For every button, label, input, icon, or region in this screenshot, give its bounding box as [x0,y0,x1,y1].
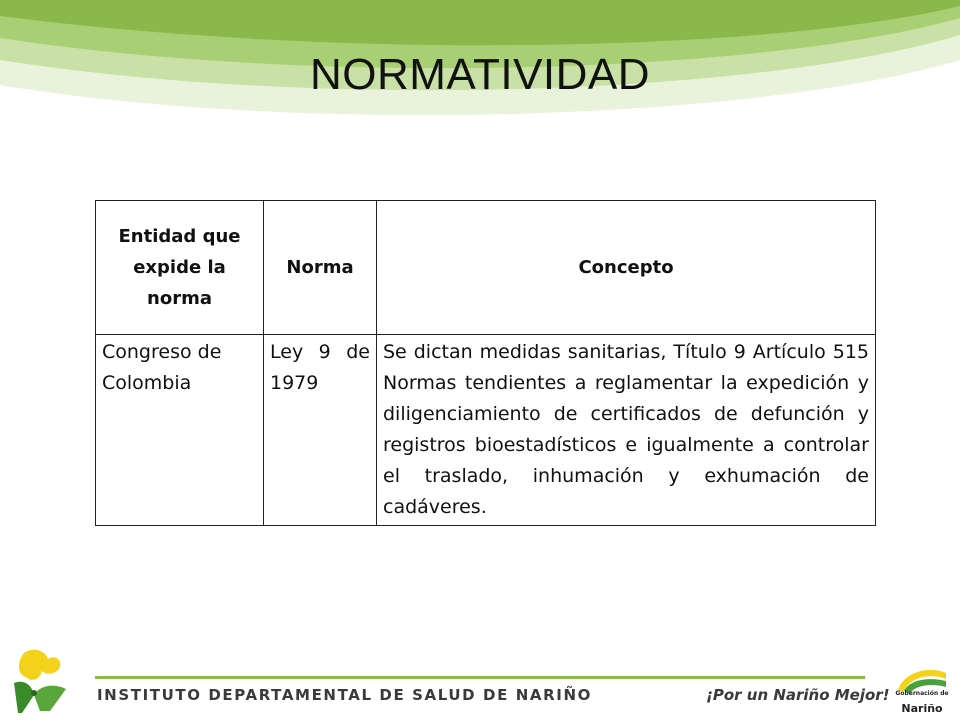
footer-motto: ¡Por un Nariño Mejor! [706,686,890,704]
page-title: NORMATIVIDAD [309,50,651,99]
footer-divider [95,676,865,679]
cell-norma: Ley 9 de 1979 [264,335,377,526]
table-header-row [96,201,876,335]
cell-entidad: Congreso de Colombia [96,335,264,526]
header-norma: Norma [264,201,377,335]
header-entidad: Entidad que expide la norma [96,201,264,335]
normativity-table [95,200,876,526]
gobernacion-label: Gobernación de [895,690,949,697]
table-row [96,335,876,526]
institute-logo-icon [10,645,70,715]
cell-concepto: Se dictan medidas sanitarias, Título 9 Artículo 515 Normas tendientes a reglamentar la expedición y diligenciamiento de certificados de defunción y registros bioestadísticos e igualmente a controlar el traslado, inhumación y exhumación de cadáveres. [377,335,876,526]
gobernacion-name: Nariño [901,702,943,715]
header-concepto: Concepto [377,201,876,335]
institute-name: INSTITUTO DEPARTAMENTAL DE SALUD DE NARIÑO [97,686,592,704]
